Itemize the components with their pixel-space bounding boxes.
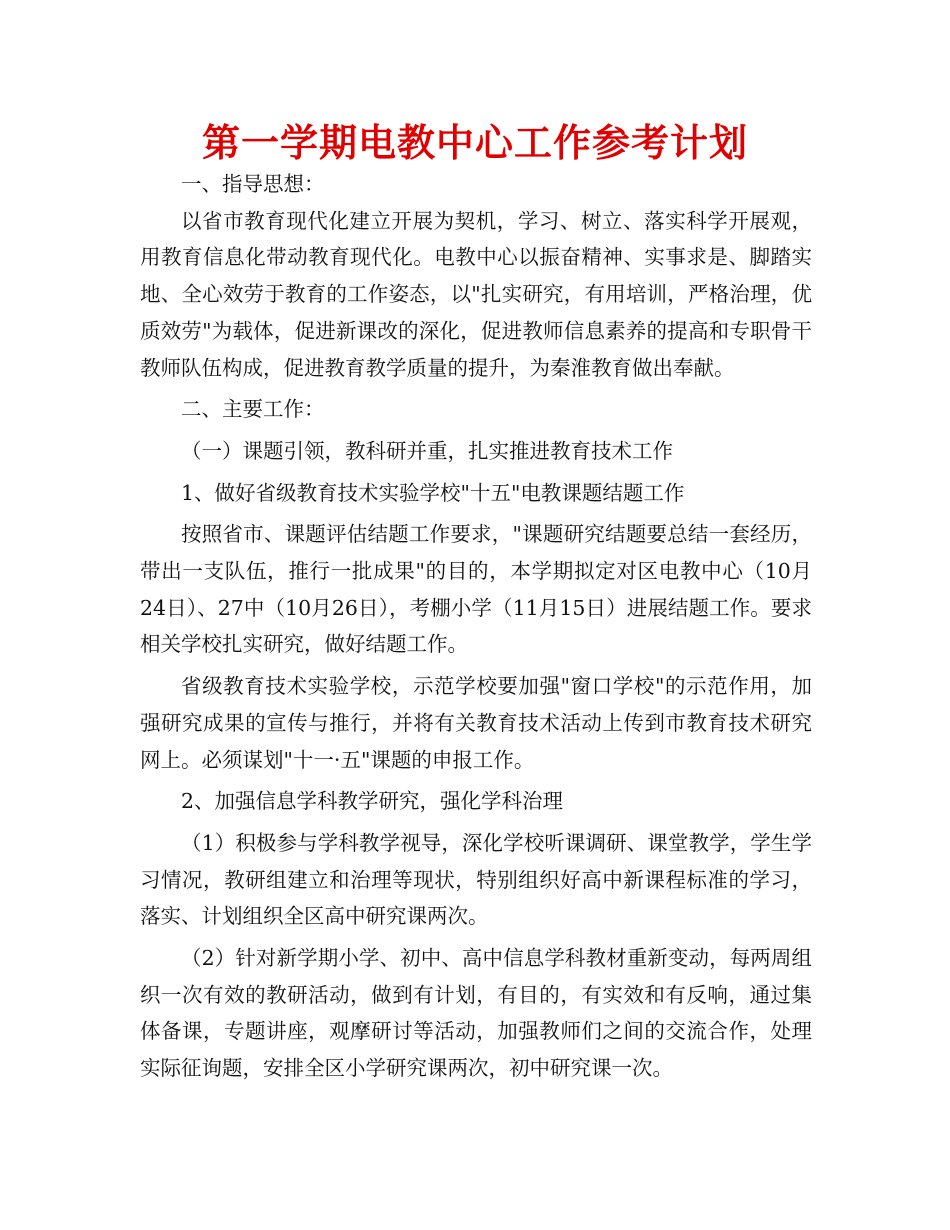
- section-heading-guiding-ideology: 一、指导思想：: [181, 172, 325, 196]
- paragraph-guiding-ideology: 以省市教育现代化建立开展为契机，学习、树立、落实科学开展观，用教育信息化带动教育现代化。电教中心以振奋精神、实事求是、脚踏实地、全心效劳于教育的工作姿态，以"扎实研究，有用培训，严格治理，优质效劳"为载体，促进新课改的深化，促进教师信息素养的提高和专职骨干教师队伍构成，促进教育教学质量的提升，为秦淮教育做出奉献。: [140, 208, 812, 380]
- paragraph-demonstration-schools: 省级教育技术实验学校，示范学校要加强"窗口学校"的示范作用，加强研究成果的宣传与推行，并将有关教育技术活动上传到市教育技术研究网上。必须谋划"十一·五"课题的申报工作。: [140, 674, 812, 772]
- item-heading-provincial-project: 1、做好省级教育技术实验学校"十五"电教课题结题工作: [181, 480, 685, 505]
- document-body: [140, 166, 812, 1087]
- paragraph-teaching-research-activities: （2）针对新学期小学、初中、高中信息学科教材重新变动，每两周组织一次有效的教研活动，做到有计划，有目的，有实效和有反响，通过集体备课，专题讲座，观摩研讨等活动，加强教师们之间的交流合作，处理实际征询题，安排全区小学研究课两次，初中研究课一次。: [140, 946, 812, 1081]
- subsection-heading-research-lead: （一）课题引领，教科研并重，扎实推进教育技术工作: [181, 438, 673, 463]
- document-title: 第一学期电教中心工作参考计划: [201, 121, 748, 165]
- item-heading-information-subject: 2、加强信息学科教学研究，强化学科治理: [181, 789, 564, 814]
- paragraph-teaching-supervision: （1）积极参与学科教学视导，深化学校听课调研、课堂教学，学生学习情况，教研组建立和治理等现状，特别组织好高中新课程标准的学习，落实、计划组织全区高中研究课两次。: [140, 830, 812, 929]
- section-heading-main-work: 二、主要工作：: [181, 397, 325, 422]
- paragraph-project-conclusion: 按照省市、课题评估结题工作要求，"课题研究结题要总结一套经历，带出一支队伍，推行一批成果"的目的，本学期拟定对区电教中心（10月24日）、27中（10月26日），考棚小学（11月15日）进展结题工作。要求相关学校扎实研究，做好结题工作。: [140, 522, 812, 657]
